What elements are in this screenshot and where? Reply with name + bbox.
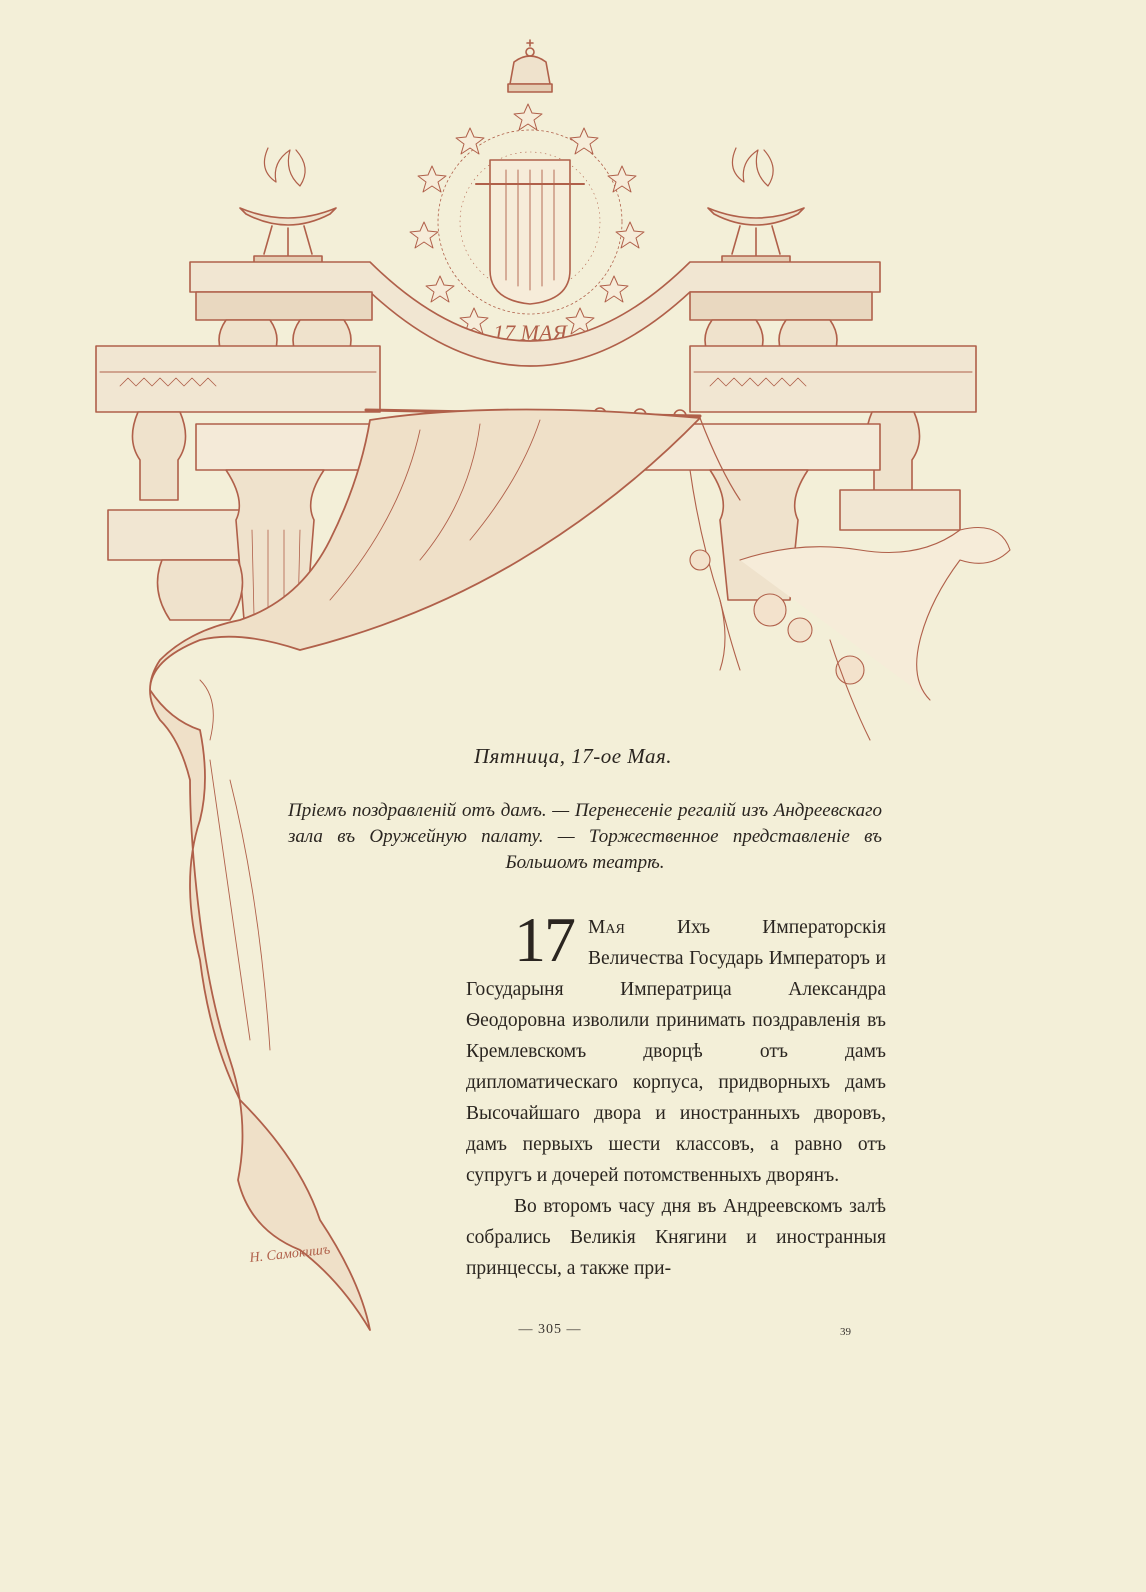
crown-icon — [508, 40, 552, 92]
lyre-emblem — [438, 130, 622, 345]
chapter-summary: Пріемъ поздравленій отъ дамъ. — Перенесеніе регалій изъ Андреевскаго зала въ Оружейную палату. — Торжественное представленіе въ Большомъ театрѣ. — [288, 800, 882, 873]
paragraph-lead: Мая — [588, 917, 625, 938]
day-heading: Пятница, 17-ое Мая. — [473, 744, 673, 768]
emblem-date-text: 17 МАЯ — [493, 320, 567, 345]
paragraph-1: Ихъ Императорскія Величества Государь Императоръ и Государыня Императрица Александра Ѳеодоровна изволили принимать поздравленія въ Кремлевскомъ дворцѣ отъ дамъ дипломатическаго корпуса, придворныхъ дамъ Высочайшаго двора и иностранныхъ дворовъ, дамъ первыхъ шести классовъ, а равно отъ супругъ и дочерей потомственныхъ дворянъ. — [466, 917, 886, 1186]
body-text — [466, 904, 886, 1284]
right-brazier — [708, 148, 804, 264]
left-brazier — [240, 148, 336, 264]
paragraph-2: Во второмъ часу дня въ Андреевскомъ залѣ собрались Великія Княгини и иностранныя принцессы, а также при- — [466, 1196, 886, 1279]
signature-number: 39 — [840, 1326, 851, 1338]
drop-cap: 17 — [514, 904, 574, 975]
artist-signature: Н. Самокишъ — [248, 1242, 331, 1266]
page-number: — 305 — — [518, 1322, 582, 1337]
